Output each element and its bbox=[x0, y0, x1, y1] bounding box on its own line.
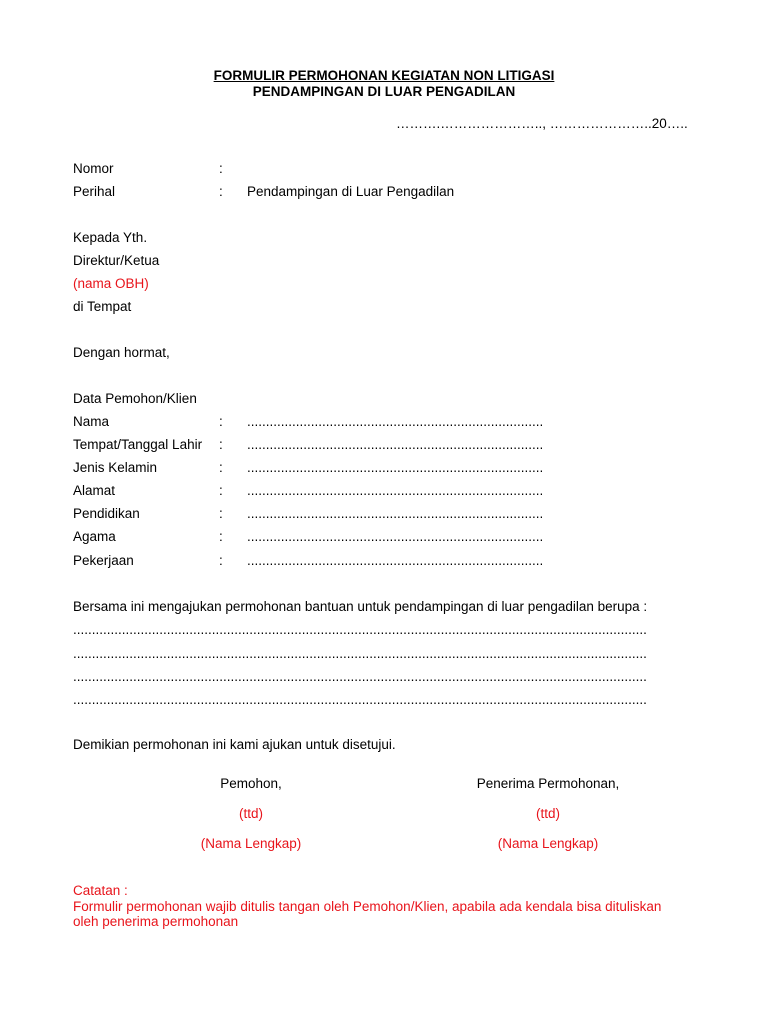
signature-ttd: (ttd) bbox=[238, 806, 263, 821]
perihal-label: Perihal bbox=[73, 184, 116, 199]
field-dots: ............................................................................... bbox=[247, 506, 544, 521]
request-line: ......................................................................................................................................................... bbox=[73, 646, 647, 661]
request-text: Bersama ini mengajukan permohonan bantuan untuk pendampingan di luar pengadilan berupa : bbox=[73, 599, 648, 614]
field-colon: : bbox=[219, 460, 223, 475]
signature-name: (Nama Lengkap) bbox=[200, 836, 302, 851]
nomor-label: Nomor bbox=[73, 161, 114, 176]
recipient-line4: di Tempat bbox=[73, 299, 132, 314]
field-label: Tempat/Tanggal Lahir bbox=[73, 437, 203, 452]
field-dots: ............................................................................... bbox=[247, 460, 544, 475]
request-line: ......................................................................................................................................................... bbox=[73, 622, 647, 637]
note-heading: Catatan : bbox=[73, 883, 128, 898]
field-colon: : bbox=[219, 483, 223, 498]
recipient-line2: Direktur/Ketua bbox=[73, 253, 160, 268]
greeting: Dengan hormat, bbox=[73, 345, 170, 360]
signature-name: (Nama Lengkap) bbox=[497, 836, 599, 851]
applicant-heading: Data Pemohon/Klien bbox=[73, 391, 197, 406]
field-colon: : bbox=[219, 529, 223, 544]
recipient-org-placeholder: (nama OBH) bbox=[73, 276, 149, 291]
note-line1: Formulir permohonan wajib ditulis tangan oleh Pemohon/Klien, apabila ada kendala bisa dituliskan bbox=[73, 899, 662, 914]
signature-role: Penerima Permohonan, bbox=[476, 776, 620, 791]
field-dots: ............................................................................... bbox=[247, 529, 544, 544]
signature-ttd: (ttd) bbox=[535, 806, 560, 821]
field-colon: : bbox=[219, 437, 223, 452]
date-line: ……….………………….., …………………..20….. bbox=[396, 116, 688, 131]
field-dots: ............................................................................... bbox=[247, 553, 544, 568]
nomor-colon: : bbox=[219, 161, 223, 176]
form-title-line2: PENDAMPINGAN DI LUAR PENGADILAN bbox=[252, 84, 516, 99]
field-colon: : bbox=[219, 506, 223, 521]
note-line2: oleh penerima permohonan bbox=[73, 914, 239, 929]
field-label: Alamat bbox=[73, 483, 116, 498]
field-label: Nama bbox=[73, 414, 110, 429]
field-dots: ............................................................................... bbox=[247, 437, 544, 452]
field-label: Jenis Kelamin bbox=[73, 460, 158, 475]
perihal-colon: : bbox=[219, 184, 223, 199]
request-line: ......................................................................................................................................................... bbox=[73, 692, 647, 707]
perihal-value: Pendampingan di Luar Pengadilan bbox=[247, 184, 455, 199]
field-dots: ............................................................................... bbox=[247, 414, 544, 429]
field-label: Agama bbox=[73, 529, 116, 544]
field-colon: : bbox=[219, 414, 223, 429]
recipient-line1: Kepada Yth. bbox=[73, 230, 148, 245]
field-colon: : bbox=[219, 553, 223, 568]
field-label: Pekerjaan bbox=[73, 553, 134, 568]
field-label: Pendidikan bbox=[73, 506, 140, 521]
closing-text: Demikian permohonan ini kami ajukan untuk disetujui. bbox=[73, 737, 396, 752]
request-line: ......................................................................................................................................................... bbox=[73, 669, 647, 684]
field-dots: ............................................................................... bbox=[247, 483, 544, 498]
signature-role: Pemohon, bbox=[220, 776, 282, 791]
form-title-line1: FORMULIR PERMOHONAN KEGIATAN NON LITIGASI bbox=[213, 68, 555, 83]
